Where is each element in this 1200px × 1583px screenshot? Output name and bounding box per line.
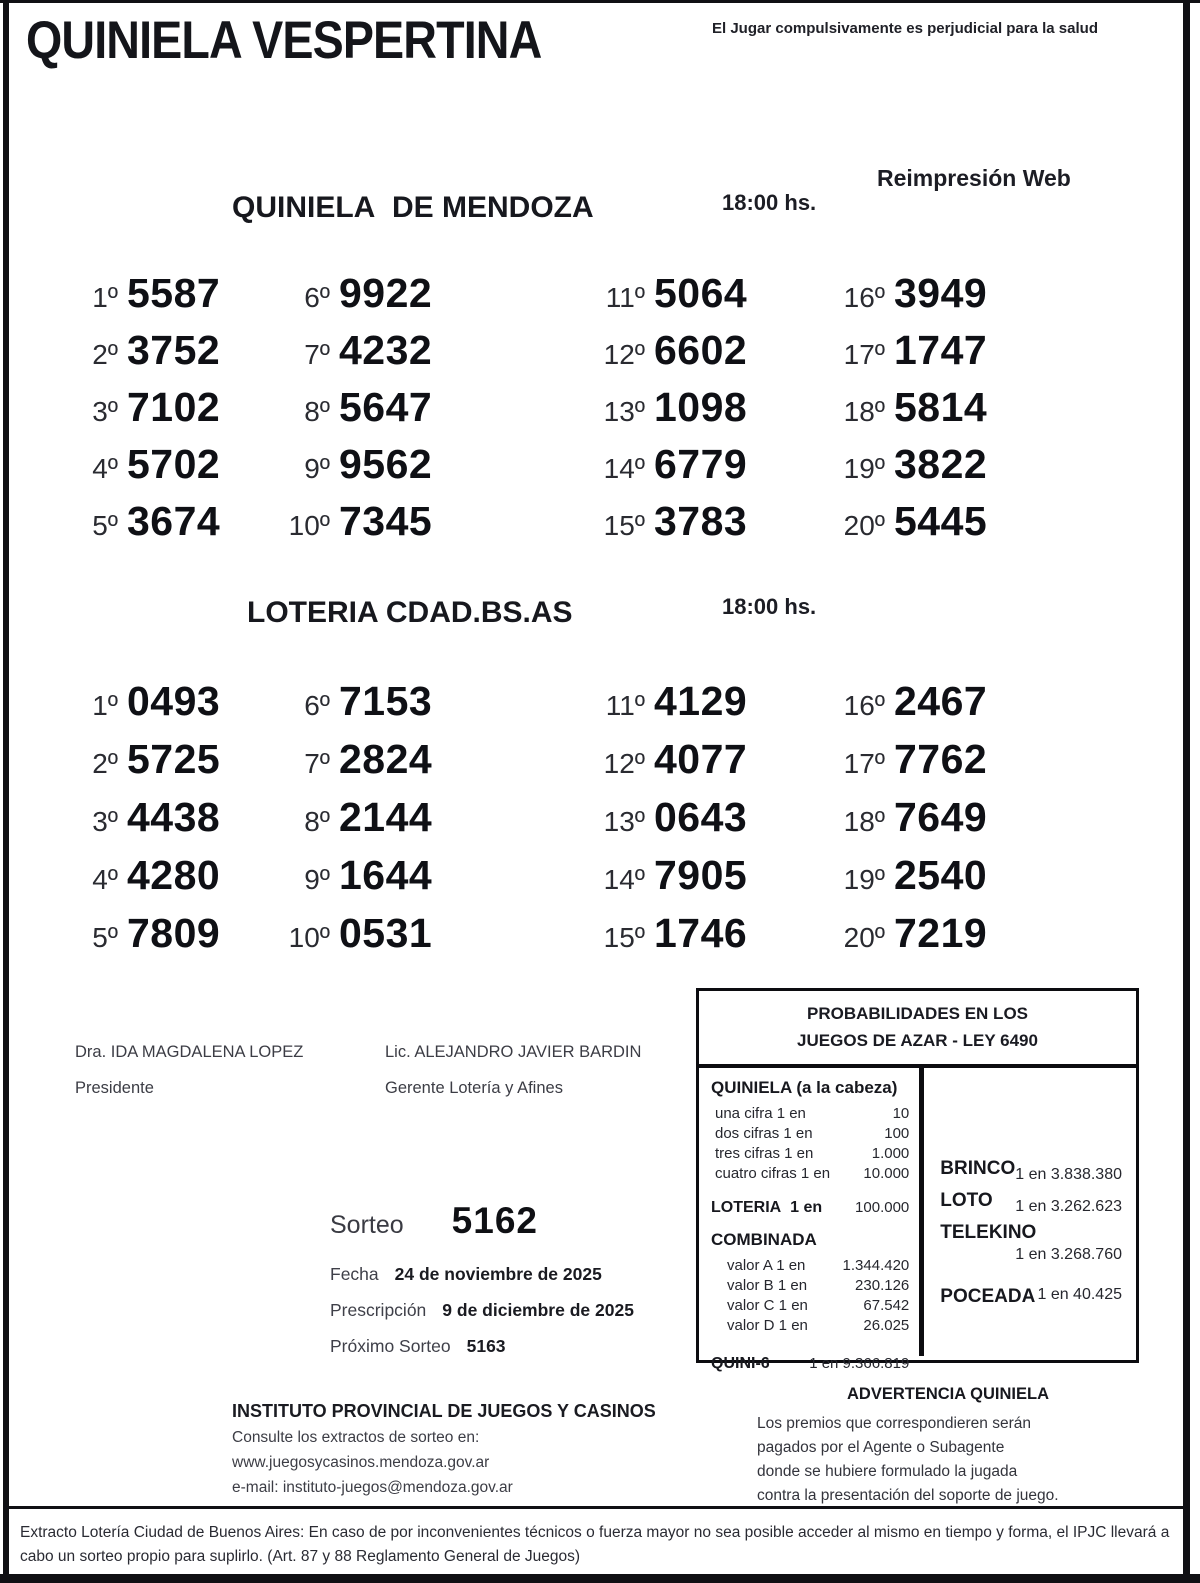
result-item bbox=[272, 678, 587, 725]
bsas-results-grid bbox=[60, 672, 1060, 962]
result-position: 16º bbox=[843, 689, 885, 721]
result-item bbox=[272, 736, 587, 783]
document-title: QUINIELA VESPERTINA bbox=[26, 11, 542, 70]
quini6-odds-label: QUINI-6 bbox=[711, 1355, 770, 1372]
result-item bbox=[60, 384, 272, 431]
result-number: 4438 bbox=[127, 793, 221, 840]
result-item bbox=[827, 384, 1060, 431]
result-number: 1098 bbox=[654, 384, 748, 430]
institute-consult-line: Consulte los extractos de sorteo en: bbox=[232, 1429, 480, 1446]
loteria-odds-label: LOTERIA 1 en bbox=[711, 1199, 823, 1216]
odds-label: valor A 1 en bbox=[727, 1257, 806, 1274]
result-number: 5647 bbox=[339, 384, 433, 430]
result-number: 1746 bbox=[654, 909, 748, 956]
prescripcion-row bbox=[330, 1300, 710, 1321]
prescripcion-value: 9 de diciembre de 2025 bbox=[442, 1300, 634, 1320]
odds-row bbox=[711, 1276, 909, 1296]
result-number: 5725 bbox=[127, 735, 221, 782]
probabilities-panel bbox=[696, 988, 1139, 1372]
advertencia-lines bbox=[757, 1412, 1139, 1508]
result-item bbox=[827, 270, 1060, 317]
result-position: 3º bbox=[92, 805, 118, 837]
result-item bbox=[272, 327, 587, 374]
result-position: 20º bbox=[843, 921, 885, 953]
result-number: 7762 bbox=[894, 735, 988, 782]
fecha-row bbox=[330, 1264, 710, 1285]
result-item bbox=[587, 327, 827, 374]
result-position: 17º bbox=[843, 747, 885, 779]
result-position: 8º bbox=[304, 396, 330, 427]
health-warning-text: El Jugar compulsivamente es perjudicial para la salud bbox=[712, 20, 1098, 37]
odds-label: cuatro cifras 1 en bbox=[715, 1165, 831, 1182]
result-position: 16º bbox=[843, 282, 885, 313]
result-number: 7905 bbox=[654, 851, 748, 898]
result-position: 15º bbox=[603, 921, 645, 953]
odds-value: 230.126 bbox=[855, 1277, 910, 1294]
institute-block bbox=[232, 1401, 656, 1497]
result-position: 1º bbox=[92, 282, 118, 313]
result-position: 15º bbox=[603, 510, 645, 541]
result-item bbox=[587, 736, 827, 783]
proximo-sorteo-label: Próximo Sorteo bbox=[330, 1336, 451, 1356]
result-number: 7649 bbox=[894, 793, 988, 840]
odds-label: dos cifras 1 en bbox=[715, 1125, 813, 1142]
result-number: 3752 bbox=[127, 327, 221, 373]
result-position: 4º bbox=[92, 453, 118, 484]
odds-label: valor B 1 en bbox=[727, 1277, 808, 1294]
result-number: 5702 bbox=[127, 441, 221, 487]
result-position: 3º bbox=[92, 396, 118, 427]
reprint-web-label: Reimpresión Web bbox=[877, 165, 1071, 191]
result-item bbox=[587, 794, 827, 841]
result-position: 11º bbox=[605, 689, 645, 721]
proximo-sorteo-row bbox=[330, 1336, 710, 1357]
fecha-label: Fecha bbox=[330, 1264, 379, 1284]
manager-name: Lic. ALEJANDRO JAVIER BARDIN bbox=[385, 1043, 642, 1061]
result-position: 8º bbox=[304, 805, 330, 837]
loteria-odds-row bbox=[711, 1198, 909, 1218]
bsas-section-title: LOTERIA CDAD.BS.AS bbox=[247, 596, 573, 629]
probabilities-left-column bbox=[699, 1068, 924, 1372]
result-number: 6602 bbox=[654, 327, 748, 373]
combinada-heading: COMBINADA bbox=[711, 1230, 817, 1249]
result-item bbox=[272, 852, 587, 899]
result-number: 4280 bbox=[127, 851, 221, 898]
odds-row bbox=[711, 1164, 909, 1184]
result-position: 17º bbox=[843, 339, 885, 370]
footer-legal-text: Extracto Lotería Ciudad de Buenos Aires: En caso de por inconvenientes técnicos o fuerza mayor no sea posible acceder al mismo en tiempo y forma, el IPJC llevará a cabo un sorteo propio para suplirlo. (Art. 87 y 88 Reglamento General de Juegos) bbox=[20, 1524, 1170, 1566]
quini6-odds-row bbox=[711, 1354, 909, 1374]
odds-row bbox=[711, 1316, 909, 1336]
result-number: 5064 bbox=[654, 270, 748, 316]
poceada-label: POCEADA bbox=[940, 1286, 1036, 1307]
advertencia-block bbox=[757, 1385, 1139, 1508]
bsas-draw-time: 18:00 hs. bbox=[722, 594, 817, 619]
mendoza-section-title: QUINIELA DE MENDOZA bbox=[232, 191, 594, 224]
result-number: 3822 bbox=[894, 441, 988, 487]
odds-label: una cifra 1 en bbox=[715, 1105, 806, 1122]
result-item bbox=[60, 736, 272, 783]
result-position: 7º bbox=[304, 339, 330, 370]
result-item bbox=[60, 910, 272, 957]
institute-name: INSTITUTO PROVINCIAL DE JUEGOS Y CASINOS bbox=[232, 1401, 656, 1421]
poceada-odds-row bbox=[940, 1286, 1122, 1308]
page-border-bottom bbox=[0, 1574, 1200, 1583]
result-position: 13º bbox=[603, 396, 645, 427]
result-position: 9º bbox=[304, 453, 330, 484]
result-item bbox=[60, 794, 272, 841]
result-item bbox=[60, 327, 272, 374]
result-number: 4232 bbox=[339, 327, 433, 373]
brinco-label: BRINCO bbox=[940, 1158, 1016, 1179]
result-number: 2467 bbox=[894, 677, 988, 724]
result-number: 2144 bbox=[339, 793, 433, 840]
result-item bbox=[272, 910, 587, 957]
advertencia-line: pagados por el Agente o Subagente bbox=[757, 1439, 1005, 1457]
result-item bbox=[60, 678, 272, 725]
odds-row bbox=[711, 1256, 909, 1276]
result-position: 11º bbox=[605, 282, 645, 313]
result-item bbox=[587, 441, 827, 488]
result-item bbox=[60, 270, 272, 317]
result-position: 13º bbox=[603, 805, 645, 837]
result-position: 20º bbox=[843, 510, 885, 541]
proximo-sorteo-value: 5163 bbox=[466, 1336, 506, 1356]
result-item bbox=[587, 910, 827, 957]
odds-row bbox=[711, 1296, 909, 1316]
odds-row bbox=[711, 1104, 909, 1124]
result-position: 2º bbox=[92, 339, 118, 370]
result-item bbox=[60, 498, 272, 545]
advertencia-title: ADVERTENCIA QUINIELA bbox=[847, 1385, 1049, 1403]
sorteo-label: Sorteo bbox=[330, 1211, 404, 1239]
result-position: 18º bbox=[843, 805, 885, 837]
odds-value: 100 bbox=[884, 1125, 910, 1142]
result-number: 4129 bbox=[654, 677, 748, 724]
result-item bbox=[827, 736, 1060, 783]
result-position: 2º bbox=[92, 747, 118, 779]
probabilities-right-column bbox=[924, 1068, 1136, 1356]
result-number: 7153 bbox=[339, 677, 433, 724]
result-item bbox=[827, 910, 1060, 957]
result-number: 2824 bbox=[339, 735, 433, 782]
result-position: 12º bbox=[603, 339, 645, 370]
manager-role: Gerente Lotería y Afines bbox=[385, 1079, 563, 1097]
result-number: 4077 bbox=[654, 735, 748, 782]
telekino-label: TELEKINO bbox=[940, 1222, 1037, 1243]
loteria-odds-value: 100.000 bbox=[855, 1199, 910, 1216]
result-item bbox=[272, 384, 587, 431]
odds-row bbox=[711, 1124, 909, 1144]
result-position: 1º bbox=[92, 689, 118, 721]
result-number: 2540 bbox=[894, 851, 988, 898]
advertencia-line: contra la presentación del soporte de juego. bbox=[757, 1487, 1059, 1505]
loto-label: LOTO bbox=[940, 1190, 993, 1211]
result-number: 7809 bbox=[127, 909, 221, 956]
institute-website: www.juegosycasinos.mendoza.gov.ar bbox=[232, 1454, 490, 1471]
mendoza-draw-time: 18:00 hs. bbox=[722, 190, 817, 215]
quiniela-odds-heading: QUINIELA (a la cabeza) bbox=[711, 1078, 898, 1097]
result-number: 6779 bbox=[654, 441, 748, 487]
result-item bbox=[827, 327, 1060, 374]
result-item bbox=[587, 678, 827, 725]
result-item bbox=[272, 270, 587, 317]
combinada-odds-rows bbox=[711, 1256, 909, 1336]
result-position: 19º bbox=[843, 863, 885, 895]
result-position: 10º bbox=[288, 510, 330, 541]
brinco-odds-row bbox=[940, 1158, 1122, 1183]
institute-email: e-mail: instituto-juegos@mendoza.gov.ar bbox=[232, 1479, 513, 1496]
result-number: 3783 bbox=[654, 498, 748, 544]
brinco-value: 1 en 3.838.380 bbox=[1015, 1166, 1122, 1183]
result-position: 14º bbox=[603, 453, 645, 484]
loto-odds-row bbox=[940, 1190, 1122, 1215]
odds-value: 1.000 bbox=[871, 1145, 910, 1162]
signature-manager bbox=[385, 1043, 641, 1098]
result-item bbox=[60, 441, 272, 488]
result-position: 14º bbox=[603, 863, 645, 895]
quiniela-odds-rows bbox=[711, 1104, 909, 1184]
quini6-odds-value: 1 en 9.366.819 bbox=[809, 1355, 910, 1372]
probabilities-panel-title bbox=[699, 991, 1136, 1068]
president-name: Dra. IDA MAGDALENA LOPEZ bbox=[75, 1043, 304, 1061]
president-role: Presidente bbox=[75, 1079, 154, 1097]
result-item bbox=[827, 498, 1060, 545]
result-position: 5º bbox=[92, 921, 118, 953]
advertencia-line: donde se hubiere formulado la jugada bbox=[757, 1463, 1018, 1481]
result-position: 6º bbox=[304, 689, 330, 721]
result-position: 6º bbox=[304, 282, 330, 313]
odds-value: 10.000 bbox=[863, 1165, 910, 1182]
result-number: 5445 bbox=[894, 498, 988, 544]
result-item bbox=[827, 678, 1060, 725]
result-position: 19º bbox=[843, 453, 885, 484]
result-number: 5587 bbox=[127, 270, 221, 316]
probabilities-title-line2: JUEGOS DE AZAR - LEY 6490 bbox=[797, 1030, 1038, 1050]
poceada-value: 1 en 40.425 bbox=[1037, 1286, 1122, 1303]
result-item bbox=[272, 441, 587, 488]
result-number: 1644 bbox=[339, 851, 433, 898]
fecha-value: 24 de noviembre de 2025 bbox=[394, 1264, 602, 1284]
probabilities-title-line1: PROBABILIDADES EN LOS bbox=[806, 1004, 1029, 1024]
result-number: 3949 bbox=[894, 270, 988, 316]
result-position: 10º bbox=[288, 921, 330, 953]
odds-value: 26.025 bbox=[863, 1317, 910, 1334]
telekino-value: 1 en 3.268.760 bbox=[1015, 1246, 1122, 1263]
result-number: 3674 bbox=[127, 498, 221, 544]
result-number: 7345 bbox=[339, 498, 433, 544]
odds-label: valor D 1 en bbox=[727, 1317, 808, 1334]
sorteo-number: 5162 bbox=[451, 1200, 538, 1241]
result-item bbox=[587, 270, 827, 317]
result-position: 5º bbox=[92, 510, 118, 541]
result-number: 1747 bbox=[894, 327, 988, 373]
advertencia-line: Los premios que correspondieren serán bbox=[757, 1415, 1031, 1432]
odds-value: 67.542 bbox=[863, 1297, 910, 1314]
result-item bbox=[827, 441, 1060, 488]
result-number: 7102 bbox=[127, 384, 221, 430]
odds-value: 1.344.420 bbox=[842, 1257, 910, 1274]
page-border-left bbox=[3, 0, 9, 1583]
result-number: 0643 bbox=[654, 793, 748, 840]
probabilities-body bbox=[699, 1068, 1136, 1372]
result-number: 0531 bbox=[339, 909, 433, 956]
odds-label: valor C 1 en bbox=[727, 1297, 808, 1314]
result-number: 0493 bbox=[127, 677, 221, 724]
odds-value: 10 bbox=[892, 1105, 910, 1122]
prescripcion-label: Prescripción bbox=[330, 1300, 427, 1320]
odds-row bbox=[711, 1144, 909, 1164]
signature-president bbox=[75, 1043, 303, 1098]
loto-value: 1 en 3.262.623 bbox=[1015, 1198, 1122, 1215]
result-number: 5814 bbox=[894, 384, 988, 430]
result-position: 9º bbox=[304, 863, 330, 895]
result-item bbox=[827, 794, 1060, 841]
sorteo-row bbox=[330, 1200, 710, 1242]
result-item bbox=[272, 794, 587, 841]
result-position: 18º bbox=[843, 396, 885, 427]
result-number: 7219 bbox=[894, 909, 988, 956]
result-item bbox=[827, 852, 1060, 899]
page-border-right bbox=[1183, 0, 1190, 1583]
result-item bbox=[587, 384, 827, 431]
page-border-top bbox=[0, 0, 1200, 3]
result-item bbox=[587, 852, 827, 899]
mendoza-results-grid bbox=[60, 265, 1060, 550]
result-item bbox=[60, 852, 272, 899]
result-number: 9922 bbox=[339, 270, 433, 316]
result-position: 12º bbox=[603, 747, 645, 779]
odds-label: tres cifras 1 en bbox=[715, 1145, 814, 1162]
result-position: 7º bbox=[304, 747, 330, 779]
result-position: 4º bbox=[92, 863, 118, 895]
result-number: 9562 bbox=[339, 441, 433, 487]
result-item bbox=[272, 498, 587, 545]
draw-info-block bbox=[330, 1200, 710, 1357]
result-item bbox=[587, 498, 827, 545]
